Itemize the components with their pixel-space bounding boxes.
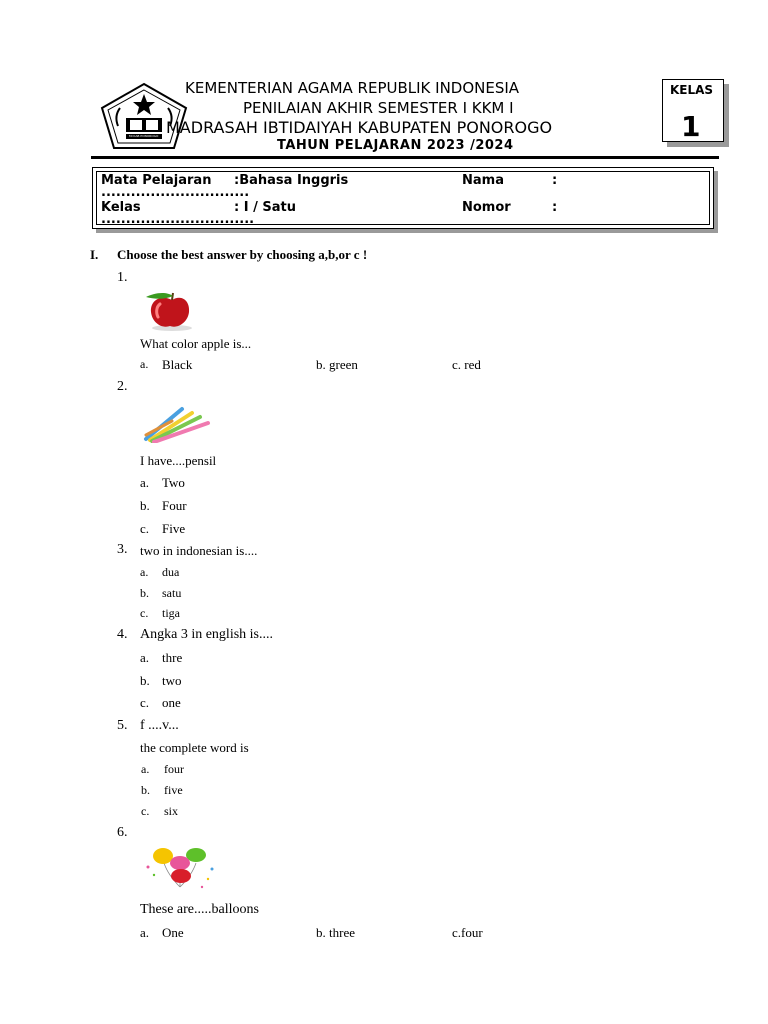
question-4-option-c-letter: c. — [140, 695, 150, 710]
nomor-colon: : — [552, 200, 558, 215]
question-5-option-a-letter: a. — [141, 762, 150, 776]
kelas-box-label: KELAS — [670, 83, 714, 97]
question-3-text: two in indonesian is.... — [140, 543, 258, 558]
question-2-option-a-letter: a. — [140, 475, 150, 490]
question-4-option-c: one — [162, 695, 181, 710]
question-5-text-2: the complete word is — [140, 740, 249, 755]
question-1-option-a-letter: a. — [140, 357, 149, 371]
nama-colon: : — [552, 173, 558, 188]
question-4-option-a-letter: a. — [140, 650, 150, 665]
question-1-number: 1. — [117, 270, 128, 285]
question-3-option-c-letter: c. — [140, 606, 149, 620]
question-5-option-c-letter: c. — [141, 804, 150, 818]
question-4-text: Angka 3 in english is.... — [140, 627, 273, 642]
nomor-dots: ............................... — [101, 212, 255, 227]
question-3-option-a: dua — [162, 565, 180, 579]
question-6-option-a-letter: a. — [140, 925, 150, 940]
question-5-text: f ....v... — [140, 718, 179, 733]
question-2-text: I have....pensil — [140, 453, 217, 468]
question-5-option-c: six — [164, 804, 179, 818]
question-5-number: 5. — [117, 718, 128, 733]
emblem-text: MI KAB PONOROGO — [129, 134, 159, 138]
question-4-option-a: thre — [162, 650, 183, 665]
question-6-option-c: c.four — [452, 925, 483, 940]
student-info-box — [92, 167, 714, 229]
question-6-number: 6. — [117, 825, 128, 840]
question-1-text: What color apple is... — [140, 336, 252, 351]
question-3-option-a-letter: a. — [140, 565, 149, 579]
header-title: KEMENTERIAN AGAMA REPUBLIK INDONESIA — [185, 79, 520, 97]
kelas-value: : I / Satu — [234, 200, 296, 215]
section-instruction: Choose the best answer by choosing a,b,or c ! — [117, 247, 368, 262]
question-2-option-b-letter: b. — [140, 498, 150, 513]
mapel-value: :Bahasa Inggris — [234, 173, 349, 188]
question-4-number: 4. — [117, 627, 128, 642]
question-6-text: These are.....balloons — [140, 902, 259, 917]
question-1-option-c: c. red — [452, 357, 481, 372]
kelas-box — [662, 79, 724, 142]
header-school: MADRASAH IBTIDAIYAH KABUPATEN PONOROGO — [166, 118, 553, 137]
school-emblem — [100, 82, 188, 150]
kelas-label: Kelas — [101, 200, 141, 215]
question-5-option-b-letter: b. — [141, 783, 150, 797]
header-year: TAHUN PELAJARAN 2023 /2024 — [277, 138, 514, 153]
apple-icon — [142, 291, 196, 331]
question-6-option-a: One — [162, 925, 184, 940]
pencils-icon — [142, 405, 212, 443]
question-2-option-c: Five — [162, 521, 186, 536]
kelas-box-number: 1 — [681, 110, 701, 143]
question-1-option-a: Black — [162, 357, 193, 372]
question-4-option-b: two — [162, 673, 182, 688]
question-2-option-c-letter: c. — [140, 521, 150, 536]
question-5-option-a: four — [164, 762, 184, 776]
nomor-label: Nomor — [462, 200, 511, 215]
question-4-option-b-letter: b. — [140, 673, 150, 688]
question-6-option-b: b. three — [316, 925, 355, 940]
question-2-option-a: Two — [162, 475, 185, 490]
question-3-option-c: tiga — [162, 606, 180, 620]
header-rule — [91, 156, 719, 159]
balloons-icon — [142, 845, 222, 895]
question-5-option-b: five — [164, 783, 183, 797]
question-1-option-b: b. green — [316, 357, 358, 372]
question-2-number: 2. — [117, 379, 128, 394]
section-number: I. — [90, 247, 99, 262]
nama-dots: .............................. — [101, 185, 250, 200]
header-subtitle: PENILAIAN AKHIR SEMESTER I KKM I — [243, 99, 514, 117]
mapel-label: Mata Pelajaran — [101, 173, 212, 188]
question-3-option-b: satu — [162, 586, 182, 600]
nama-label: Nama — [462, 173, 504, 188]
question-2-option-b: Four — [162, 498, 187, 513]
question-3-number: 3. — [117, 542, 128, 557]
question-3-option-b-letter: b. — [140, 586, 149, 600]
